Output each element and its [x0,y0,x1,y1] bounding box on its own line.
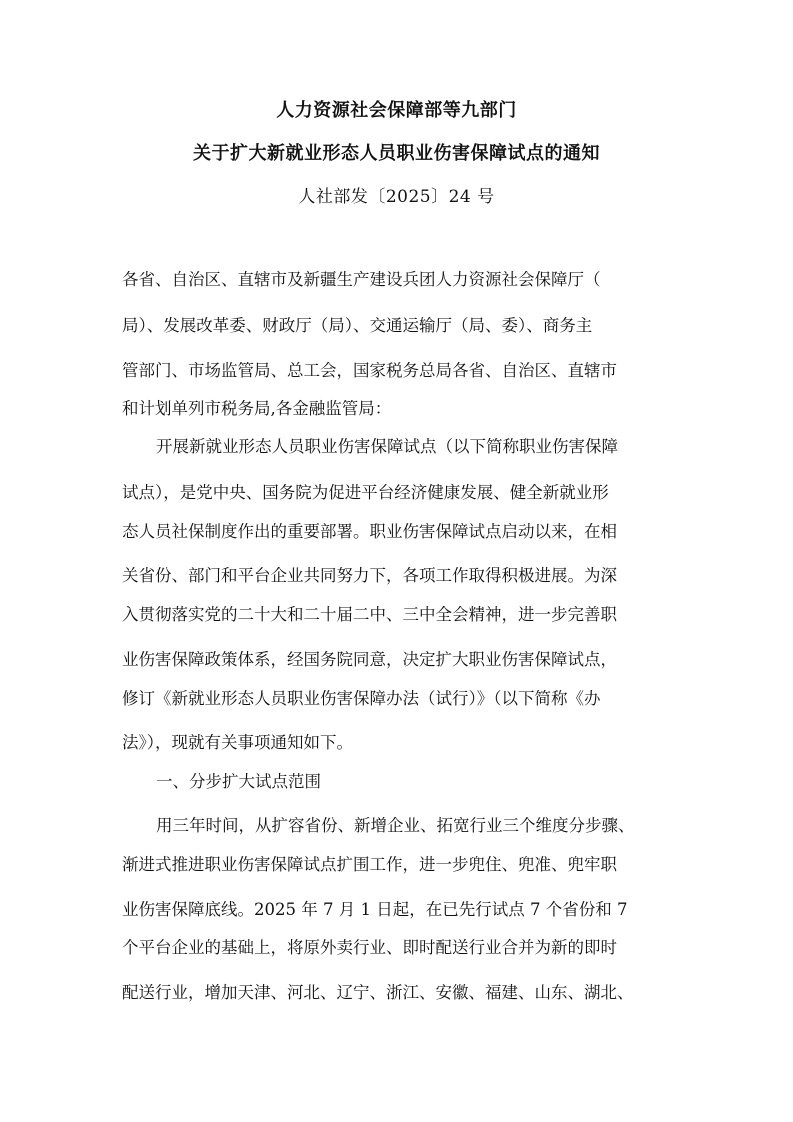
body-line-17: 个平台企业的基础上，将原外卖行业、即时配送行业合并为新的即时 [122,938,617,957]
body-line-4: 和计划单列市税务局,各金融监管局： [122,399,392,418]
body-line-6: 试点），是党中央、国务院为促进平台经济健康发展、健全新就业形 [122,483,609,502]
body-line-8: 关省份、部门和平台企业共同努力下，各项工作取得积极进展。为深 [122,566,617,585]
body-line-18: 配送行业，增加天津、河北、辽宁、浙江、安徽、福建、山东、湖北、 [122,983,634,1002]
body-line-16: 业伤害保障底线。2025 年 7 月 1 日起，在已先行试点 7 个省份和 7 [122,900,628,919]
body-line-11: 修订《新就业形态人员职业伤害保障办法（试行）》（以下简称《办 [122,689,601,708]
body-line-1: 各省、自治区、直辖市及新疆生产建设兵团人力资源社会保障厅（ [122,270,601,289]
body-line-3: 管部门、市场监管局、总工会，国家税务总局各省、自治区、直辖市 [122,361,617,380]
body-line-15: 渐进式推进职业伤害保障试点扩围工作，进一步兜住、兜准、兜牢职 [122,855,617,874]
body-line-12: 法》），现就有关事项通知如下。 [122,733,353,752]
body-line-7: 态人员社保制度作出的重要部署。职业伤害保障试点启动以来，在相 [122,522,617,541]
body-line-14: 用三年时间，从扩容省份、新增企业、拓宽行业三个维度分步骤、 [156,816,635,835]
body-line-2: 局）、发展改革委、财政厅（局）、交通运输厅（局、委）、商务主 [122,316,593,335]
section-heading-1: 一、分步扩大试点范围 [156,772,321,791]
document-title-line1: 人力资源社会保障部等九部门 [276,100,517,121]
document-title-line2: 关于扩大新就业形态人员职业伤害保障试点的通知 [193,143,600,164]
body-line-9: 入贯彻落实党的二十大和二十届二中、三中全会精神，进一步完善职 [122,605,617,624]
body-line-5: 开展新就业形态人员职业伤害保障试点（以下简称职业伤害保障 [156,437,618,456]
body-line-10: 业伤害保障政策体系，经国务院同意，决定扩大职业伤害保障试点， [122,650,617,669]
document-number: 人社部发〔2025〕24 号 [298,187,495,207]
